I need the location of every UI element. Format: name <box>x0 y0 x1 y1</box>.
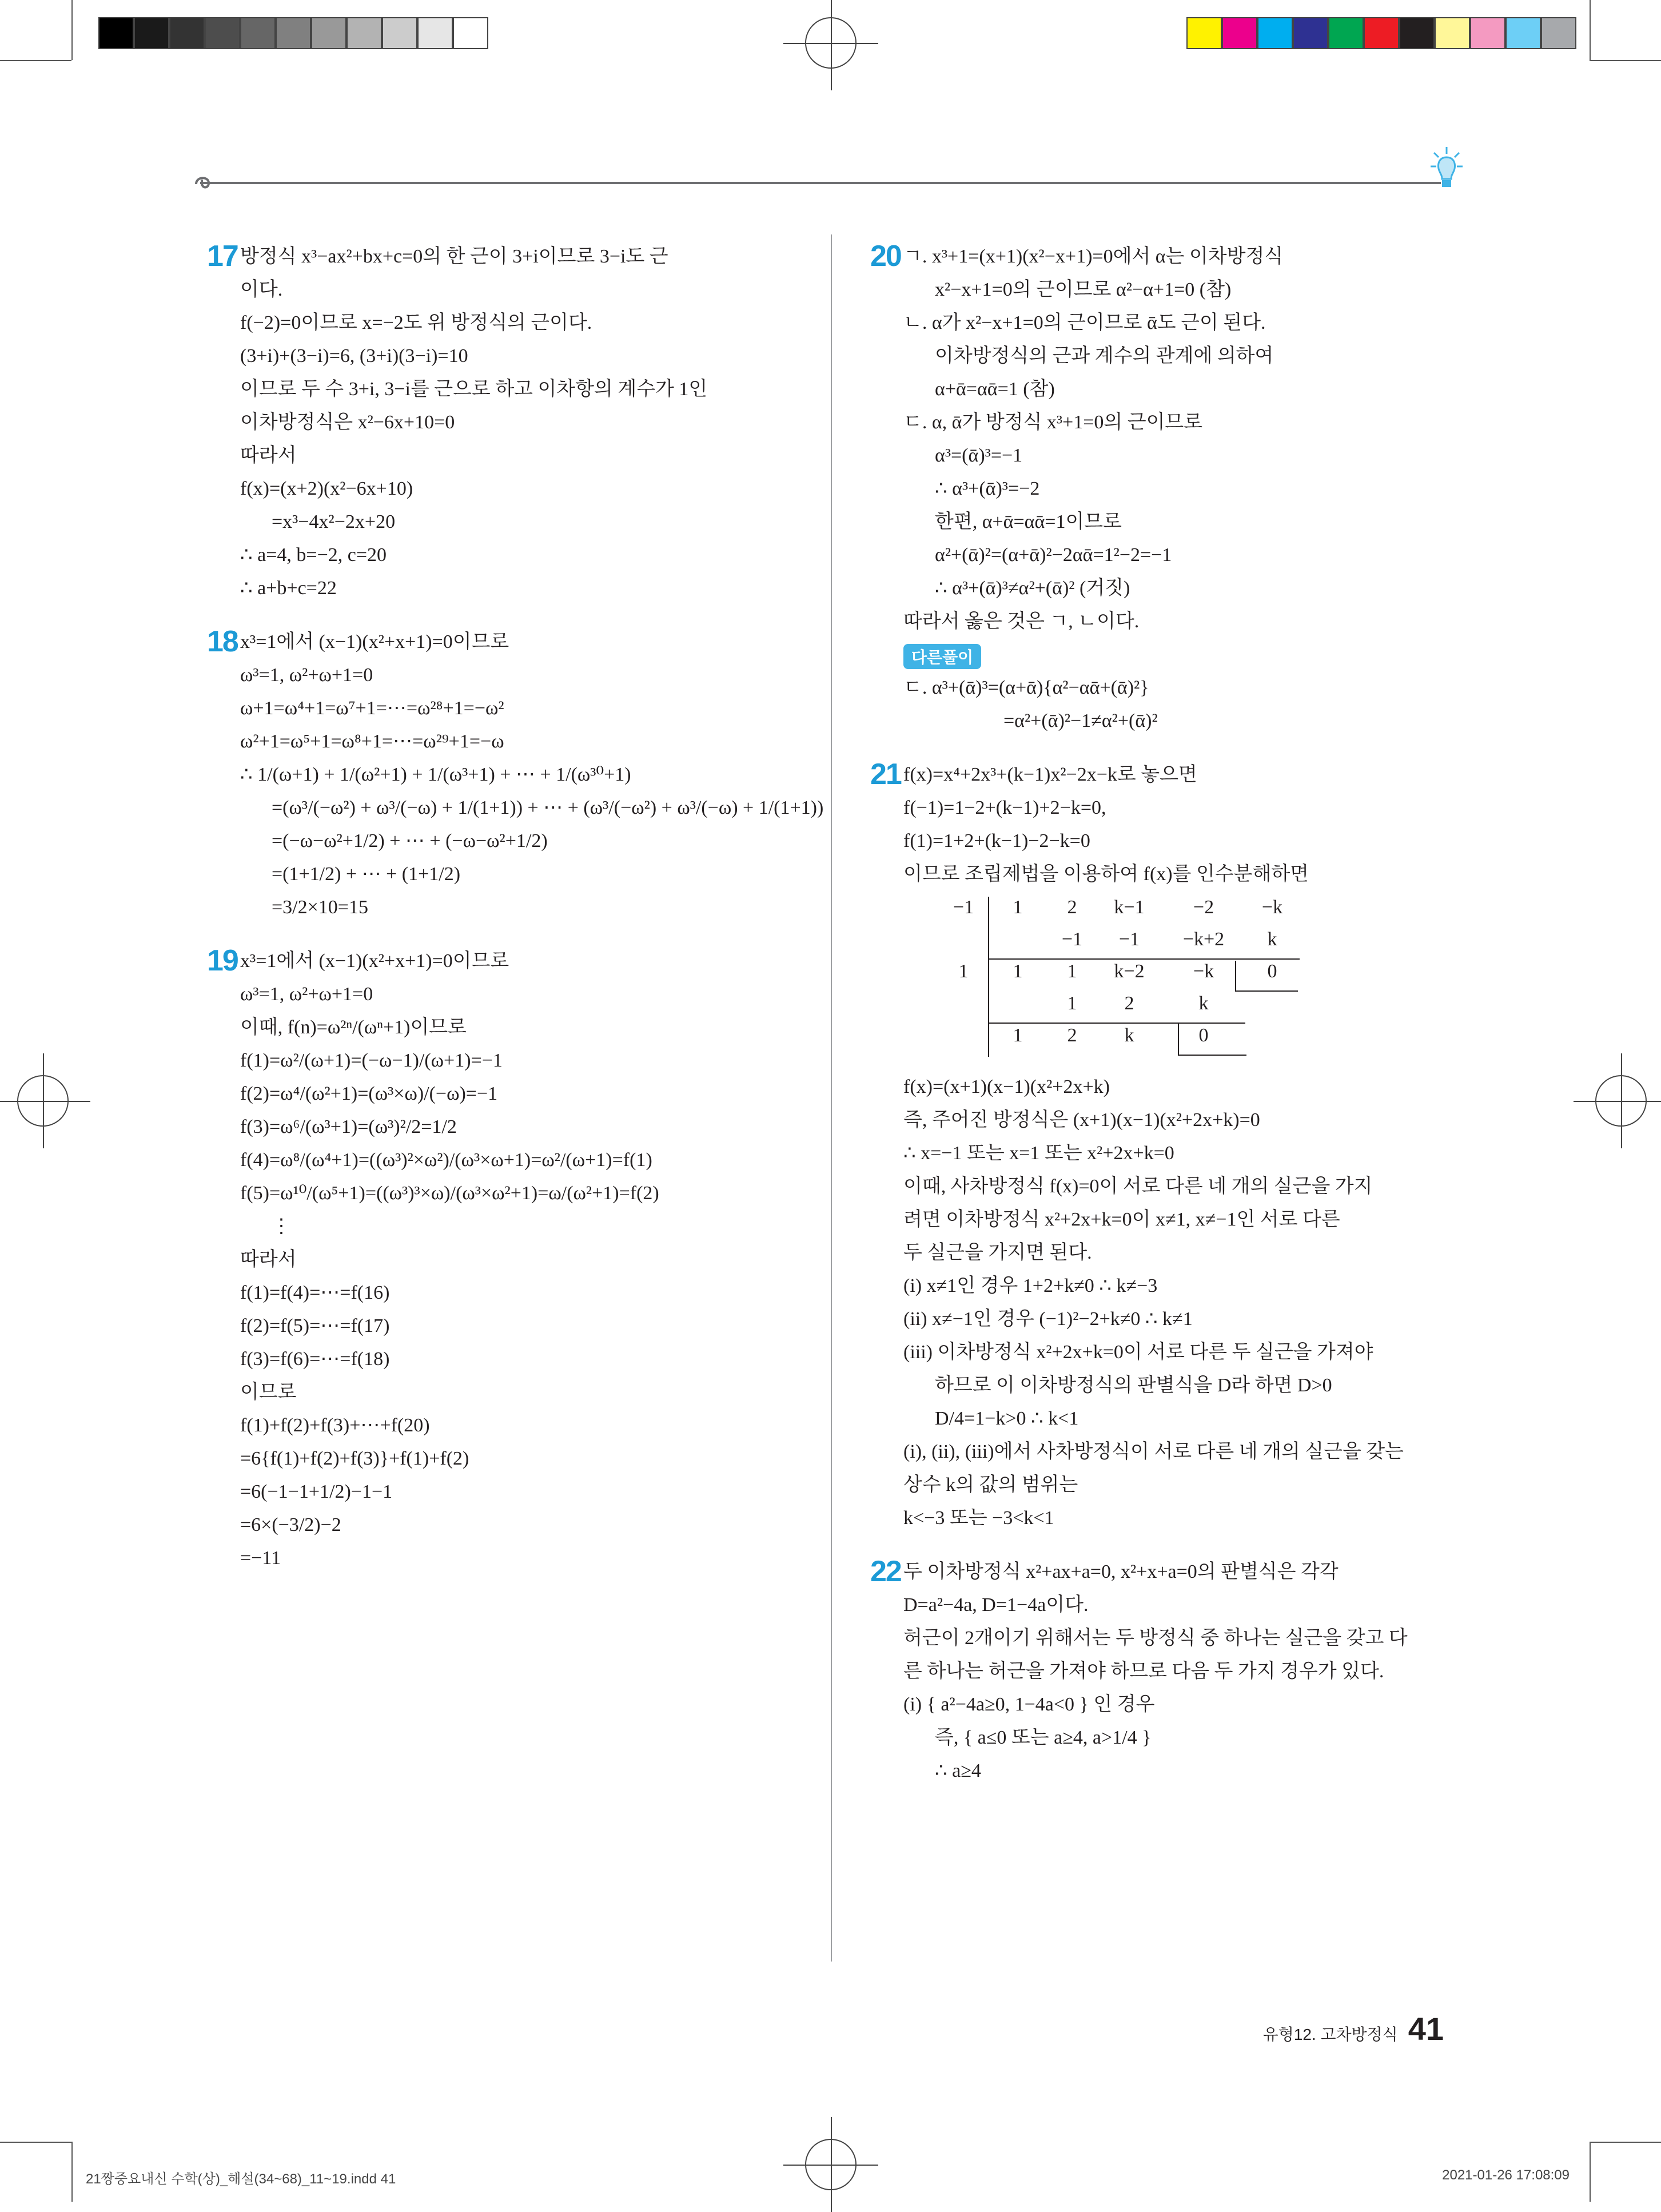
color-swatch <box>311 17 346 49</box>
solution-line: 이므로 조립제법을 이용하여 f(x)를 인수분해하면 <box>903 864 1309 885</box>
solution-line: (i), (ii), (iii)에서 사차방정식이 서로 다른 네 개의 실근을 갖는 <box>903 1441 1404 1462</box>
color-swatch <box>98 17 134 49</box>
color-swatch <box>1328 17 1364 49</box>
problem-number: 18 <box>207 625 238 658</box>
crop-mark <box>0 2142 71 2143</box>
color-swatch <box>417 17 453 49</box>
grayscale-color-bar <box>98 17 488 49</box>
solution-line: f(3)=ω⁶/(ω³+1)=(ω³)²/2=1/2 <box>240 1116 457 1137</box>
solution-line: f(2)=ω⁴/(ω²+1)=(ω³×ω)/(−ω)=−1 <box>240 1083 498 1104</box>
solution-line: =6{f(1)+f(2)+f(3)}+f(1)+f(2) <box>240 1448 469 1469</box>
synthetic-cell: −1 <box>953 897 974 918</box>
crop-mark <box>71 2142 73 2202</box>
alt-solution-badge: 다른풀이 <box>903 644 981 669</box>
crop-mark <box>1590 2142 1591 2202</box>
header-rule <box>200 182 1441 184</box>
solution-line: x²−x+1=0의 근이므로 α²−α+1=0 (참) <box>935 279 1232 300</box>
solution-line: x³=1에서 (x−1)(x²+x+1)=0이므로 <box>240 950 509 972</box>
solution-line: ∴ 1/(ω+1) + 1/(ω²+1) + 1/(ω³+1) + ⋯ + 1/(ω³⁰+1) <box>240 764 631 785</box>
crop-mark <box>1590 60 1661 61</box>
color-swatch <box>1257 17 1293 49</box>
solution-line: ∴ a+b+c=22 <box>240 578 337 599</box>
solution-line: 이다. <box>240 279 283 300</box>
solution-line: f(1)+f(2)+f(3)+⋯+f(20) <box>240 1415 430 1436</box>
solution-line: f(1)=f(4)=⋯=f(16) <box>240 1282 390 1303</box>
synthetic-cell: −k <box>1261 897 1283 918</box>
solution-line: f(x)=x⁴+2x³+(k−1)x²−2x−k로 놓으면 <box>903 764 1197 785</box>
solution-line: ∴ a=4, b=−2, c=20 <box>240 544 387 566</box>
solution-line: =(1+1/2) + ⋯ + (1+1/2) <box>272 864 461 885</box>
synthetic-cell: 2 <box>1124 993 1134 1014</box>
color-swatch <box>1435 17 1470 49</box>
color-swatch <box>1505 17 1541 49</box>
solution-line: D=a²−4a, D=1−4a이다. <box>903 1594 1089 1616</box>
solution-line: ⋮ <box>272 1216 291 1237</box>
synthetic-cell: k−1 <box>1114 897 1145 918</box>
color-swatch <box>134 17 169 49</box>
solution-line: 이므로 두 수 3+i, 3−i를 근으로 하고 이차항의 계수가 1인 <box>240 379 708 400</box>
solution-line: f(x)=(x+2)(x²−6x+10) <box>240 478 413 499</box>
solution-line: =(ω³/(−ω²) + ω³/(−ω) + 1/(1+1)) + ⋯ + (ω³/(−ω²) + ω³/(−ω) + 1/(1+1)) <box>272 797 824 818</box>
synthetic-cell: −1 <box>1061 929 1083 950</box>
solution-line: =(−ω−ω²+1/2) + ⋯ + (−ω−ω²+1/2) <box>272 830 548 852</box>
table-rule <box>988 897 989 1057</box>
color-swatch <box>1186 17 1222 49</box>
solution-line: ∴ x=−1 또는 x=1 또는 x²+2x+k=0 <box>903 1143 1174 1164</box>
problem-number: 17 <box>207 240 238 273</box>
solution-line: ㄱ. x³+1=(x+1)(x²−x+1)=0에서 α는 이차방정식 <box>903 246 1284 267</box>
solution-line: (i) x≠1인 경우 1+2+k≠0 ∴ k≠−3 <box>903 1275 1158 1296</box>
lightbulb-icon <box>1429 146 1464 197</box>
solution-line: f(5)=ω¹⁰/(ω⁵+1)=((ω³)³×ω)/(ω³×ω²+1)=ω/(ω²+1)=f(2) <box>240 1183 659 1204</box>
solution-line: 이때, 사차방정식 f(x)=0이 서로 다른 네 개의 실근을 가지 <box>903 1176 1373 1197</box>
solution-line: 즉, { a≤0 또는 a≥4, a>1/4 } <box>935 1727 1152 1748</box>
crop-mark <box>71 0 73 60</box>
table-rule <box>1178 1055 1246 1056</box>
slug-filename: 21짱중요내신 수학(상)_해설(34~68)_11~19.indd 41 <box>86 2171 396 2187</box>
solution-line: f(−1)=1−2+(k−1)+2−k=0, <box>903 797 1106 818</box>
solution-line: α³=(ᾱ)³=−1 <box>935 445 1023 466</box>
solution-line: =α²+(ᾱ)²−1≠α²+(ᾱ)² <box>1003 710 1158 731</box>
page-footer <box>1263 2010 1444 2047</box>
solution-line: =−11 <box>240 1547 281 1569</box>
solution-line: =3/2×10=15 <box>272 897 368 918</box>
solution-line: ω³=1, ω²+ω+1=0 <box>240 984 373 1005</box>
synthetic-cell: −k+2 <box>1182 929 1225 950</box>
registration-mark-icon <box>805 17 857 69</box>
synthetic-cell: 2 <box>1067 1025 1077 1046</box>
synthetic-cell: k <box>1198 993 1209 1014</box>
synthetic-cell: k−2 <box>1114 961 1145 982</box>
solution-line: f(3)=f(6)=⋯=f(18) <box>240 1348 390 1370</box>
color-swatch <box>276 17 311 49</box>
table-rule <box>988 958 1300 960</box>
problem-number: 19 <box>207 944 238 977</box>
color-swatch <box>1399 17 1435 49</box>
problem-21 <box>870 758 1452 1535</box>
registration-mark-icon <box>17 1075 69 1127</box>
right-column <box>870 240 1452 1808</box>
problem-18 <box>207 625 824 924</box>
solution-line: 따라서 옳은 것은 ㄱ, ㄴ이다. <box>903 611 1140 632</box>
color-swatch <box>1470 17 1505 49</box>
table-rule <box>1235 961 1236 990</box>
crop-mark <box>1590 2142 1661 2143</box>
solution-line: =6(−1−1+1/2)−1−1 <box>240 1481 393 1502</box>
color-swatch <box>1293 17 1328 49</box>
table-rule <box>1235 990 1298 992</box>
table-rule <box>1178 1024 1179 1055</box>
color-swatch <box>205 17 240 49</box>
color-swatch <box>453 17 488 49</box>
solution-line: 허근이 2개이기 위해서는 두 방정식 중 하나는 실근을 갖고 다 <box>903 1628 1408 1649</box>
color-swatch <box>1541 17 1576 49</box>
problem-20 <box>870 240 1452 738</box>
solution-line: 이때, f(n)=ω²ⁿ/(ωⁿ+1)이므로 <box>240 1017 467 1038</box>
solution-line: 이차방정식의 근과 계수의 관계에 의하여 <box>935 345 1274 367</box>
solution-line: 른 하나는 허근을 가져야 하므로 다음 두 가지 경우가 있다. <box>903 1661 1384 1682</box>
color-swatch <box>169 17 205 49</box>
solution-line: f(x)=(x+1)(x−1)(x²+2x+k) <box>903 1076 1110 1097</box>
problem-17 <box>207 240 812 605</box>
solution-line: ㄷ. α, ᾱ가 방정식 x³+1=0의 근이므로 <box>903 412 1203 433</box>
problem-19 <box>207 944 812 1575</box>
left-column <box>207 240 824 1596</box>
crop-mark <box>0 60 71 61</box>
solution-line: f(4)=ω⁸/(ω⁴+1)=((ω³)²×ω²)/(ω³×ω+1)=ω²/(ω+1)=f(1) <box>240 1149 652 1171</box>
color-swatch <box>346 17 382 49</box>
solution-line: f(−2)=0이므로 x=−2도 위 방정식의 근이다. <box>240 312 592 333</box>
process-color-bar <box>1186 17 1576 49</box>
column-divider <box>831 234 832 1962</box>
synthetic-cell: 1 <box>1067 961 1077 982</box>
solution-line: ω+1=ω⁴+1=ω⁷+1=⋯=ω²⁸+1=−ω² <box>240 698 504 719</box>
slug-datetime: 2021-01-26 17:08:09 <box>1442 2167 1570 2183</box>
solution-line: (i) { a²−4a≥0, 1−4a<0 } 인 경우 <box>903 1694 1155 1715</box>
synthetic-cell: −1 <box>1118 929 1140 950</box>
registration-mark-icon <box>1595 1075 1647 1127</box>
synthetic-cell: 2 <box>1067 897 1077 918</box>
solution-line: 이므로 <box>240 1382 297 1403</box>
solution-line: 두 이차방정식 x²+ax+a=0, x²+x+a=0의 판별식은 각각 <box>903 1561 1339 1582</box>
synthetic-cell: k <box>1267 929 1277 950</box>
solution-line: f(1)=1+2+(k−1)−2−k=0 <box>903 830 1090 852</box>
solution-line: α²+(ᾱ)²=(α+ᾱ)²−2αᾱ=1²−2=−1 <box>935 544 1172 566</box>
synthetic-cell: 1 <box>1013 897 1023 918</box>
solution-line: 이차방정식은 x²−6x+10=0 <box>240 412 455 433</box>
solution-line: 방정식 x³−ax²+bx+c=0의 한 근이 3+i이므로 3−i도 근 <box>240 246 668 267</box>
synthetic-cell: 0 <box>1198 1025 1209 1046</box>
synthetic-cell: 1 <box>1067 993 1077 1014</box>
problem-number: 22 <box>870 1555 901 1588</box>
section-title: 유형12. 고차방정식 <box>1262 2026 1398 2043</box>
problem-number: 21 <box>870 758 901 791</box>
solution-line: ω²+1=ω⁵+1=ω⁸+1=⋯=ω²⁹+1=−ω <box>240 731 504 752</box>
synthetic-cell: 1 <box>1013 1025 1023 1046</box>
solution-line: k<−3 또는 −3<k<1 <box>903 1507 1054 1529</box>
solution-line: ∴ a≥4 <box>935 1760 981 1781</box>
solution-line: ㄴ. α가 x²−x+1=0의 근이므로 ᾱ도 근이 된다. <box>903 312 1266 333</box>
registration-mark-icon <box>805 2139 857 2190</box>
color-swatch <box>1222 17 1257 49</box>
solution-line: (ii) x≠−1인 경우 (−1)²−2+k≠0 ∴ k≠1 <box>903 1308 1193 1330</box>
crop-mark <box>1590 0 1591 60</box>
solution-line: 하므로 이 이차방정식의 판별식을 D라 하면 D>0 <box>935 1375 1332 1396</box>
solution-line: ㄷ. α³+(ᾱ)³=(α+ᾱ){α²−αᾱ+(ᾱ)²} <box>903 677 1149 698</box>
synthetic-cell: 1 <box>958 961 969 982</box>
synthetic-cell: 0 <box>1267 961 1277 982</box>
solution-line: (3+i)+(3−i)=6, (3+i)(3−i)=10 <box>240 345 468 367</box>
synthetic-cell: −k <box>1193 961 1214 982</box>
solution-line: D/4=1−k>0 ∴ k<1 <box>935 1408 1079 1429</box>
solution-line: ∴ α³+(ᾱ)³≠α²+(ᾱ)² (거짓) <box>935 578 1130 599</box>
synthetic-division-table <box>938 897 1349 1063</box>
solution-line: f(2)=f(5)=⋯=f(17) <box>240 1315 390 1336</box>
solution-line: α+ᾱ=αᾱ=1 (참) <box>935 379 1055 400</box>
problem-22 <box>870 1555 1452 1788</box>
synthetic-cell: k <box>1124 1025 1134 1046</box>
problem-number: 20 <box>870 240 901 273</box>
solution-line: 두 실근을 가지면 된다. <box>903 1242 1092 1263</box>
page-number: 41 <box>1408 2011 1444 2047</box>
solution-line: 려면 이차방정식 x²+2x+k=0이 x≠1, x≠−1인 서로 다른 <box>903 1209 1340 1230</box>
solution-line: (iii) 이차방정식 x²+2x+k=0이 서로 다른 두 실근을 가져야 <box>903 1342 1373 1363</box>
color-swatch <box>1364 17 1399 49</box>
solution-line: 따라서 <box>240 445 297 466</box>
synthetic-cell: 1 <box>1013 961 1023 982</box>
synthetic-cell: −2 <box>1193 897 1214 918</box>
color-swatch <box>240 17 276 49</box>
solution-line: 따라서 <box>240 1249 297 1270</box>
solution-line: =x³−4x²−2x+20 <box>272 511 396 532</box>
solution-line: 한편, α+ᾱ=αᾱ=1이므로 <box>935 511 1122 532</box>
solution-line: ∴ α³+(ᾱ)³=−2 <box>935 478 1040 499</box>
solution-line: f(1)=ω²/(ω+1)=(−ω−1)/(ω+1)=−1 <box>240 1050 503 1071</box>
solution-line: 즉, 주어진 방정식은 (x+1)(x−1)(x²+2x+k)=0 <box>903 1109 1260 1131</box>
table-rule <box>988 1023 1245 1024</box>
solution-line: 상수 k의 값의 범위는 <box>903 1474 1078 1495</box>
solution-line: x³=1에서 (x−1)(x²+x+1)=0이므로 <box>240 631 509 653</box>
solution-line: =6×(−3/2)−2 <box>240 1514 341 1535</box>
solution-line: ω³=1, ω²+ω+1=0 <box>240 665 373 686</box>
color-swatch <box>382 17 417 49</box>
